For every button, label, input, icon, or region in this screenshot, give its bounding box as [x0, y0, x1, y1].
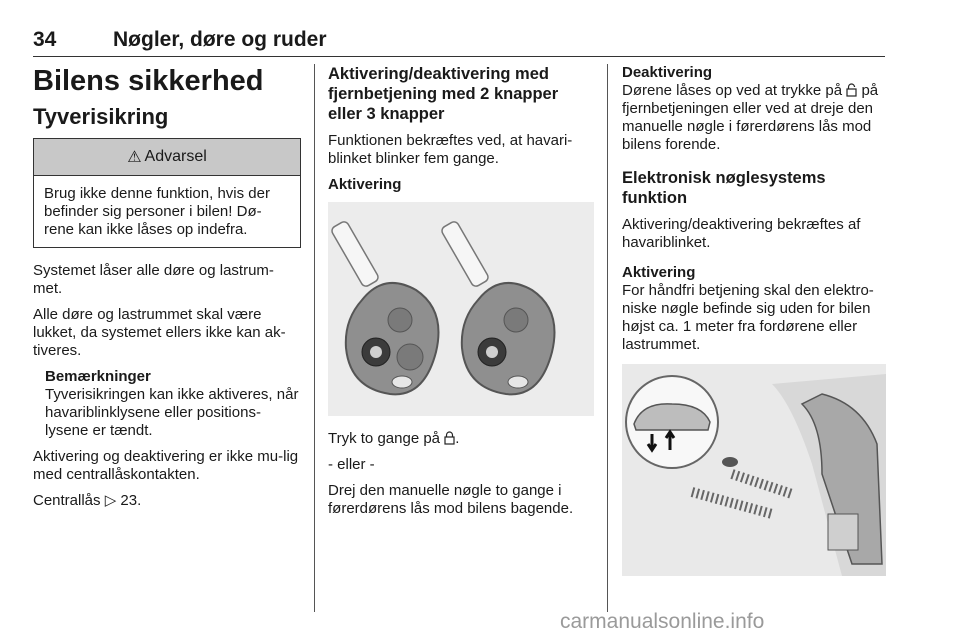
arrow-ref-icon: ▷	[104, 492, 117, 509]
column-divider	[314, 64, 315, 612]
activation-label: Aktivering	[328, 176, 402, 193]
column-3	[622, 64, 888, 576]
deactivation-label: Deaktivering	[622, 64, 713, 81]
lock-icon	[444, 431, 455, 445]
activation-label: Aktivering	[622, 264, 696, 281]
instruction-text	[328, 430, 594, 448]
watermark: carmanualsonline.info	[560, 610, 765, 633]
warning-text: Brug ikke denne funktion, hvis der befinder sig personer i bilen! Dø-rene kan ikke låses op indefra.	[44, 185, 270, 238]
note-label: Bemærkninger	[45, 368, 151, 385]
deactivation-pre: Dørene låses op ved at trykke på	[622, 82, 843, 99]
instruction-pre: Tryk to gange på	[328, 430, 441, 447]
unlock-icon	[846, 83, 857, 97]
page-header	[33, 28, 885, 54]
note-text: Tyverisikringen kan ikke aktiveres, når havariblinklysene eller positions-lysene er tændt.	[45, 386, 299, 439]
deactivation-text	[622, 82, 888, 154]
warning-label: Advarsel	[144, 148, 207, 165]
note-block	[33, 368, 301, 440]
door-handle-illustration	[622, 364, 886, 576]
paragraph: Funktionen bekræftes ved, at havari-blinket blinker fem gange.	[328, 132, 573, 167]
section-title: Nøgler, døre og ruder	[113, 28, 327, 51]
reference-label: Centrallås	[33, 492, 101, 509]
warning-box	[33, 138, 301, 248]
remote-keys-illustration	[328, 202, 594, 416]
cross-reference	[33, 492, 301, 510]
page-number: 34	[33, 28, 57, 51]
paragraph: Systemet låser alle døre og lastrum-met.	[33, 262, 274, 297]
paragraph: Aktivering/deaktivering bekræftes af havariblinket.	[622, 216, 861, 251]
warning-header	[34, 139, 300, 176]
column-1	[33, 64, 301, 518]
section-heading: Aktivering/deaktivering med fjernbetjening med 2 knapper eller 3 knapper	[328, 65, 559, 123]
warning-triangle-icon: ⚠	[127, 149, 142, 166]
paragraph: For håndfri betjening skal den elektro-niske nøgle befinde sig uden for bilen højst ca. 1 meter fra fordørene eller lastrummet.	[622, 282, 874, 353]
column-2	[328, 64, 594, 526]
reference-page: 23.	[120, 492, 142, 509]
section-heading: Elektronisk nøglesystems funktion	[622, 169, 826, 207]
paragraph: Drej den manuelle nøgle to gange i førerdørens lås mod bilens bagende.	[328, 482, 574, 517]
paragraph: Alle døre og lastrummet skal være lukket, da systemet ellers ikke kan ak-tiveres.	[33, 306, 286, 359]
or-separator: - eller -	[328, 456, 375, 473]
subtitle: Tyverisikring	[33, 104, 169, 129]
paragraph: Aktivering og deaktivering er ikke mu-lig med centrallåskontakten.	[33, 448, 299, 483]
header-divider	[33, 56, 885, 57]
deactivation-post: på fjernbetjeningen eller ved at dreje den manuelle nøgle i førerdørens lås mod bilens forende.	[622, 82, 879, 153]
page-title: Bilens sikkerhed	[33, 65, 264, 97]
column-divider	[607, 64, 608, 612]
instruction-post: .	[455, 430, 460, 447]
